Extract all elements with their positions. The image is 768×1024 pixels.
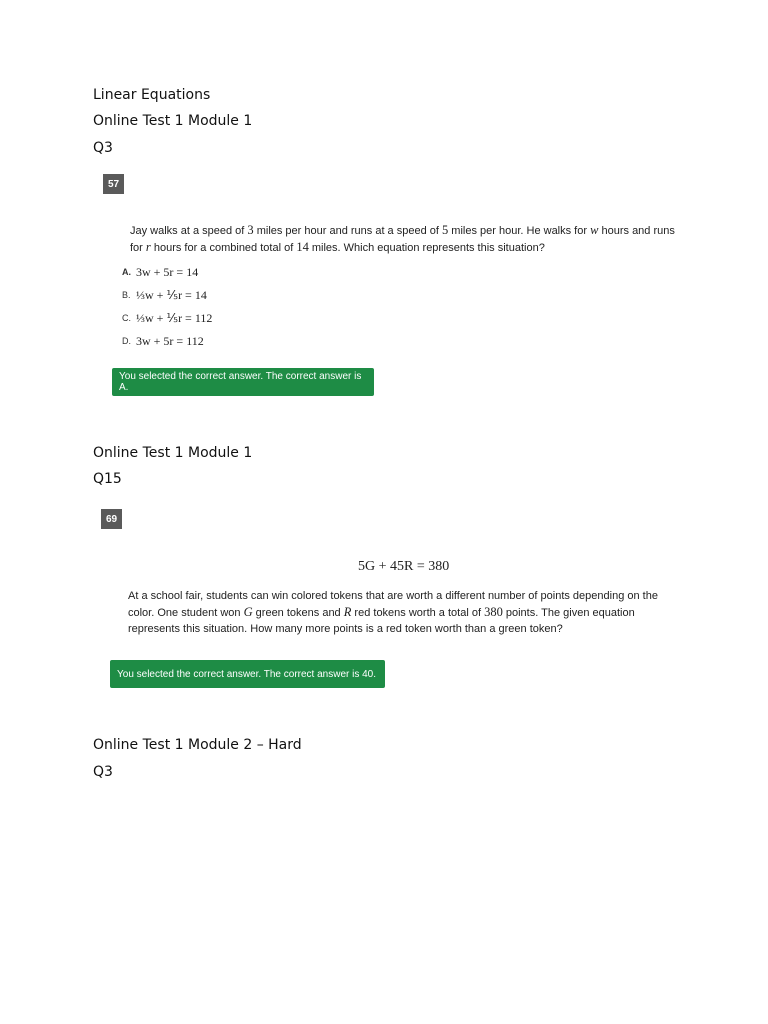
correct-answer-banner: You selected the correct answer. The correct answer is 40. <box>110 660 385 688</box>
answer-choice-c[interactable] <box>122 309 212 327</box>
choice-expression: ⅓w + ⅕r = 14 <box>136 287 207 302</box>
question-number-badge: 57 <box>103 174 124 194</box>
given-equation: 5G + 45R = 380 <box>358 559 450 574</box>
test-label: Online Test 1 Module 1 <box>93 445 253 461</box>
question-text: At a school fair, students can win colored tokens that are worth a different number of points depending on the color. One student won G green tokens and R red tokens worth a total of 380 points. The given equation represents this situation. How many more points is a red token worth than a green token? <box>128 590 658 635</box>
choice-expression: 3w + 5r = 112 <box>136 333 204 348</box>
answer-choice-d[interactable] <box>122 332 204 350</box>
question-label: Q3 <box>93 764 113 780</box>
choice-expression: 3w + 5r = 14 <box>136 264 199 279</box>
answer-choice-b[interactable] <box>122 286 207 304</box>
answer-choice-a[interactable] <box>122 263 198 281</box>
choice-letter: B. <box>122 290 131 300</box>
question-label: Q3 <box>93 140 113 156</box>
question-text: Jay walks at a speed of 3 miles per hour and runs at a speed of 5 miles per hour. He walks for w hours and runs for r hours for a combined total of 14 miles. Which equation represents this situation? <box>130 223 675 254</box>
choice-letter: C. <box>122 313 131 323</box>
test-label: Online Test 1 Module 1 <box>93 113 253 129</box>
question-number-badge: 69 <box>101 509 122 529</box>
test-label: Online Test 1 Module 2 – Hard <box>93 737 302 753</box>
choice-expression: ⅓w + ⅕r = 112 <box>136 310 213 325</box>
question-label: Q15 <box>93 471 122 487</box>
choice-letter: A. <box>122 267 131 277</box>
choice-letter: D. <box>122 336 131 346</box>
topic-title: Linear Equations <box>93 87 211 103</box>
correct-answer-banner: You selected the correct answer. The correct answer is A. <box>112 368 374 396</box>
